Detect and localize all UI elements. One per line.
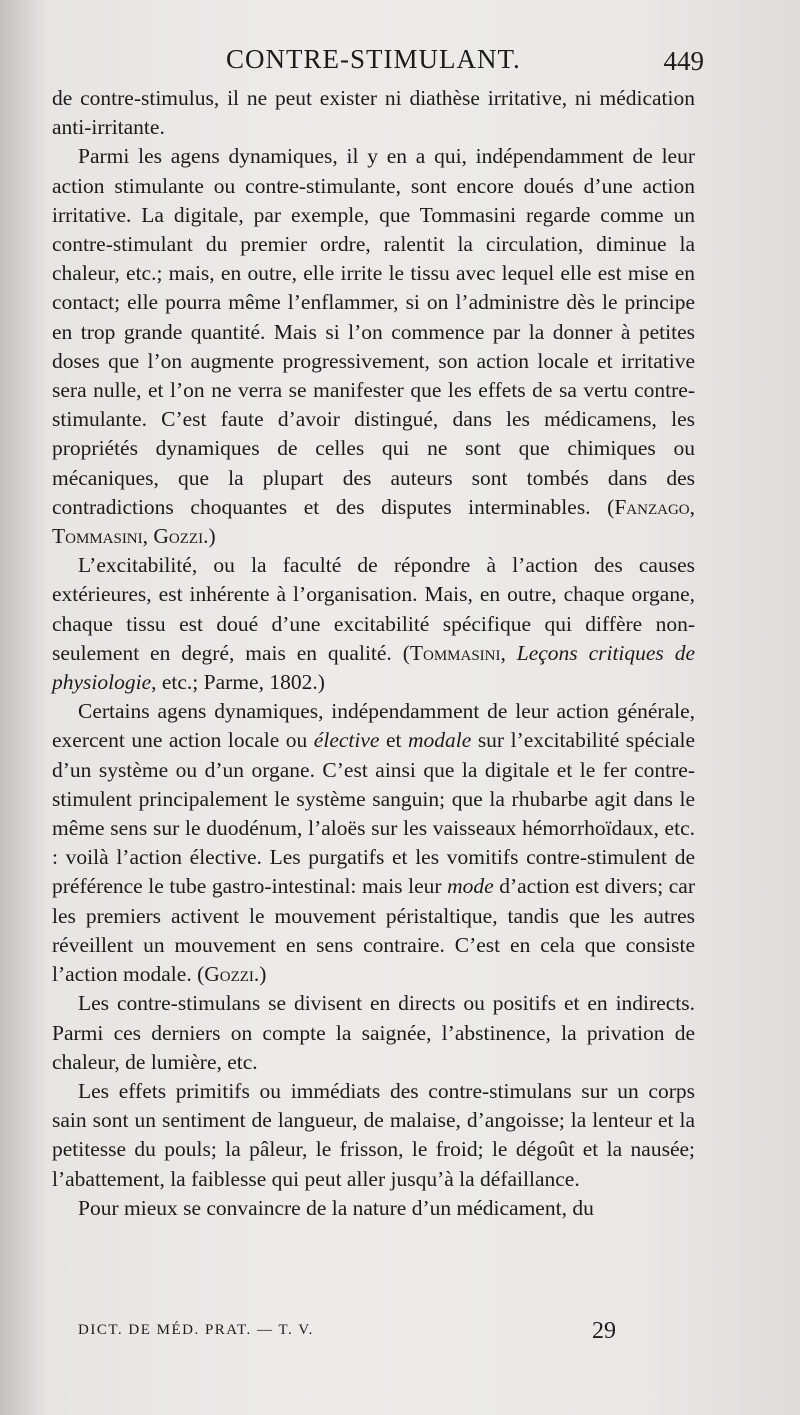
text-run: Les effets primitifs ou immédiats des contre-stimulans sur un corps sain sont un sentiment de langueur, de malaise, d’angoisse; la lenteur et la petitesse du pouls; la pâleur, le frisson, le froid; le dégoût et la nausée; l’abattement, la faiblesse qui peut aller jusqu’à la défaillance. [52, 1078, 695, 1191]
text-run: , etc.; Parme, 1802.) [151, 670, 325, 695]
text-run: Parmi les agens dynamiques, il y en a qui, indépendamment de leur action stimulante ou contre-stimulante, sont encore doués d’une action irritative. La digitale, par exemple, que Tommasini regarde comme un contre-stimulant du premier ordre, ralentit la circulation, diminue la chaleur, etc.; mais, en outre, elle irrite le tissu avec lequel elle est mise en contact; elle pourra même l’enflammer, si on l’administre dès le principe en trop grande quantité. Mais si l’on commence par la donner à petites doses que l’on augmente progressivement, son action locale et irritative sera nulle, et l’on ne verra se manifester que les effets de sa vertu contre-stimulante. C’est faute d’avoir distingué, dans les médicamens, les propriétés dynamiques de celles qui ne sont que chimiques ou mécaniques, que la plupart des auteurs sont tombés dans des contradictions choquantes et des disputes interminables. ( [52, 144, 695, 519]
paragraph [52, 989, 695, 1077]
page-number: 449 [663, 46, 704, 76]
text-run: L’excitabilité, ou la faculté de répondre à l’action des causes extérieures, est inhérente à l’organisation. Mais, en outre, chaque organe, chaque tissu est doué d’une excitabilité spécifique qui diffère non-seulement en degré, mais en qualité. ( [52, 553, 695, 665]
paragraph [52, 1077, 695, 1194]
text-run: sur l’excitabilité spéciale d’un système ou d’un organe. C’est ainsi que la digitale et le fer contre-stimulent principalement le système sanguin; que la rhubarbe agit dans le même sens sur le duodénum, l’aloës sur les vaisseaux hémorrhoïdaux, etc. : voilà l’action élective. Les purgatifs et les vomitifs contre-stimulent de préférence le tube gastro-intestinal: mais leur [52, 728, 695, 899]
author-name: Tommasini, [409, 640, 506, 665]
paragraph [52, 142, 695, 551]
italic-text: élective [313, 728, 380, 753]
page-footer [78, 1318, 638, 1348]
signature-number: 29 [592, 1318, 616, 1344]
running-title: CONTRE-STIMULANT. [226, 44, 521, 74]
text-run: et [379, 728, 408, 753]
text-run: de contre-stimulus, il ne peut exister ni diathèse irritative, ni médication anti-irritante. [52, 86, 695, 140]
text-run: Certains agens dynamiques, indépendamment de leur action générale, exercent une action locale ou [52, 699, 695, 753]
printer-signature: DICT. DE MÉD. PRAT. — T. V. [78, 1322, 314, 1338]
paragraph [52, 1194, 695, 1223]
body-text [52, 84, 695, 1223]
text-run: Les contre-stimulans se divisent en directs ou positifs et en indirects. Parmi ces derniers on compte la saignée, l’abstinence, la privation de chaleur, de lumière, etc. [52, 991, 695, 1074]
text-run: ) [259, 962, 267, 987]
text-run [506, 641, 517, 665]
paragraph [52, 551, 695, 697]
paragraph [52, 84, 695, 142]
text-run: d’action est divers; car les premiers activent le mouvement péristaltique, tandis que les autres réveillent un mouvement en sens contraire. C’est en cela que consiste l’action modale. ( [52, 874, 695, 987]
author-name: Gozzi. [204, 962, 260, 987]
paragraph [52, 697, 695, 989]
italic-text: Leçons critiques de physiologie [52, 640, 695, 695]
italic-text: modale [408, 728, 472, 753]
text-run: ) [208, 524, 216, 549]
italic-text: mode [447, 874, 494, 899]
page-header [52, 44, 704, 84]
author-name: Fanzago, Tommasini, Gozzi. [52, 494, 695, 549]
text-run: Pour mieux se convaincre de la nature d’un médicament, du [78, 1195, 594, 1220]
